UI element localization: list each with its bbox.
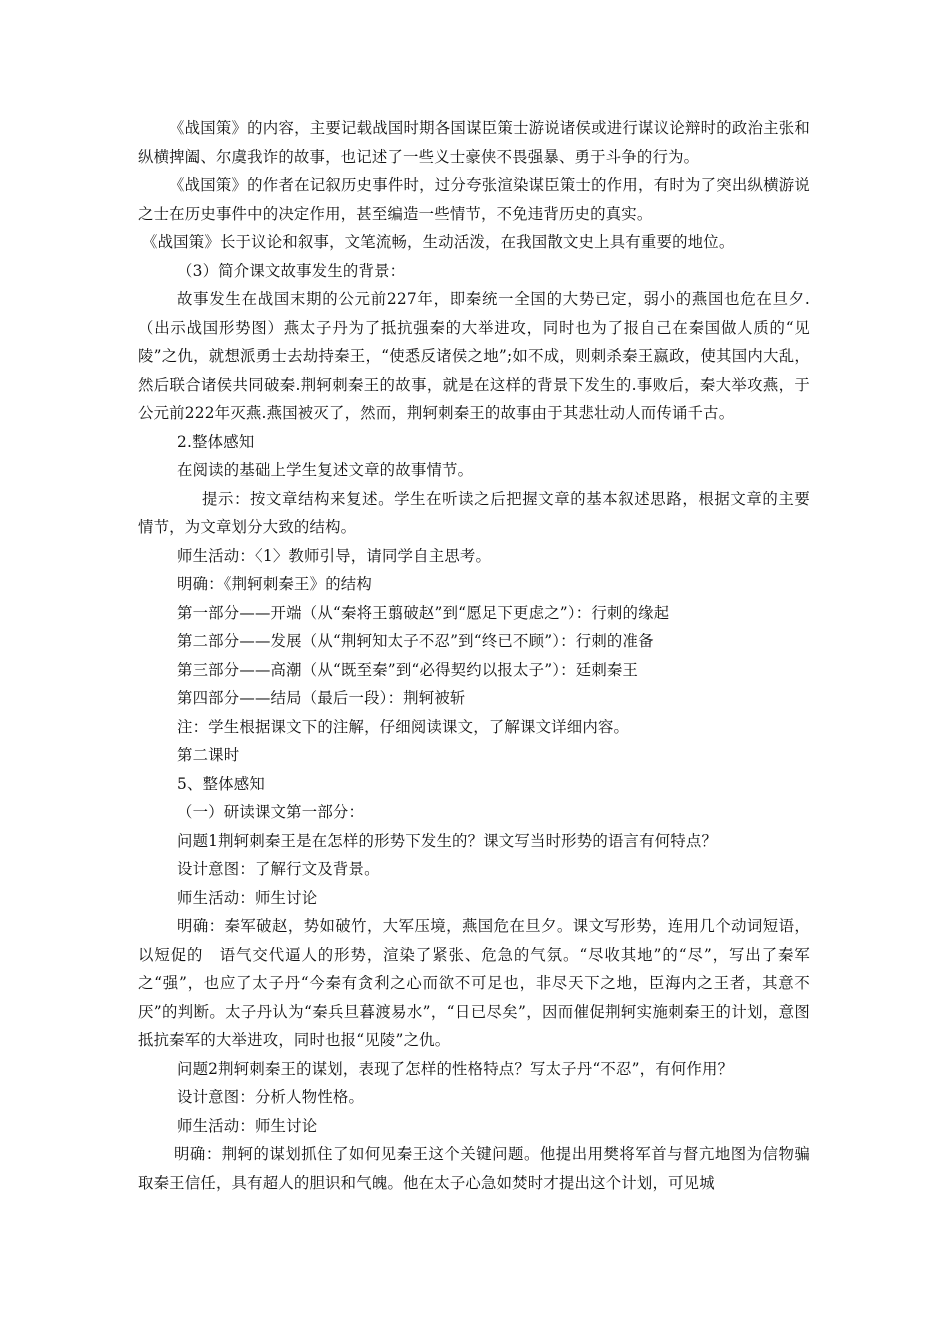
section-heading-overall: 2.整体感知 xyxy=(177,432,255,451)
activity-2: 师生活动：师生讨论 xyxy=(177,1116,318,1135)
paragraph-note: 注：学生根据课文下的注解，仔细阅读课文，了解课文详细内容。 xyxy=(177,717,630,736)
paragraph-story-background: 故事发生在战国末期的公元前227年，即秦统一全国的大势已定，弱小的燕国也危在旦夕.（出示战国形势图）燕太子丹为了抵抗强秦的大举进攻，同时也为了报自己在秦国做人质的“见陵”之仇，就想派勇士去劫持秦王，“使悉反诸侯之地”;如不成，则刺杀秦王嬴政，使其国内大乱，然后联合诸侯共同破秦.荆轲刺秦王的故事，就是在这样的背景下发生的.事败后，秦大举攻燕，于公元前222年灭燕.燕国被灭了，然而，荆轲刺秦王的故事由于其悲壮动人而传诵千古。 xyxy=(138,290,810,422)
design-intent-2: 设计意图：分析人物性格。 xyxy=(177,1088,365,1106)
paragraph-retell: 在阅读的基础上学生复述文章的故事情节。 xyxy=(177,461,474,479)
structure-part-3: 第三部分——高潮（从“既至秦”到“必得契约以报太子”）：廷刺秦王 xyxy=(177,660,639,679)
document-body xyxy=(138,114,810,1197)
paragraph-activity: 师生活动：〈1〉教师引导，请同学自主思考。 xyxy=(177,546,492,565)
structure-part-2: 第二部分——发展（从“荆轲知太子不忍”到“终已不顾”）：行刺的准备 xyxy=(177,632,654,650)
paragraph-zhanguoce-author: 《战国策》的作者在记叙历史事件时，过分夸张渲染谋臣策士的作用，有时为了突出纵横游说之士在历史事件中的决定作用，甚至编造一些情节，不免违背历史的真实。 xyxy=(138,176,810,223)
section-heading-part-one-study: （一）研读课文第一部分： xyxy=(177,803,365,821)
question-1: 问题1荆轲刺秦王是在怎样的形势下发生的？课文写当时形势的语言有何特点？ xyxy=(177,831,718,850)
question-2: 问题2荆轲刺秦王的谋划，表现了怎样的性格特点？写太子丹“不忍”，有何作用？ xyxy=(177,1059,734,1078)
design-intent-1: 设计意图：了解行文及背景。 xyxy=(177,860,380,878)
structure-part-1: 第一部分——开端（从“秦将王翦破赵”到“愿足下更虑之”）：行刺的缘起 xyxy=(177,603,670,622)
answer-1: 明确：秦军破赵，势如破竹，大军压境，燕国危在旦夕。课文写形势，连用几个动词短语，以短促的 语气交代逼人的形势，渲染了紧张、危急的气氛。“尽收其地”的“尽”，写出了秦军之“强”，也应了太子丹“今秦有贪利之心而欲不可足也，非尽天下之地，臣海内之王者，其意不厌”的判断。太子丹认为“秦兵旦暮渡易水”，“日已尽矣”，因而催促荆轲实施刺秦王的计划，意图抵抗秦军的大举进攻，同时也报“见陵”之仇。 xyxy=(138,917,810,1049)
answer-2: 明确：荆轲的谋划抓住了如何见秦王这个关键问题。他提出用樊将军首与督亢地图为信物骗取秦王信任，具有超人的胆识和气魄。他在太子心急如焚时才提出这个计划，可见城 xyxy=(138,1145,810,1192)
activity-1: 师生活动：师生讨论 xyxy=(177,888,318,907)
structure-part-4: 第四部分——结局（最后一段）：荆轲被斩 xyxy=(177,689,466,707)
paragraph-hint: 提示：按文章结构来复述。学生在听读之后把握文章的基本叙述思路，根据文章的主要情节，为文章划分大致的结构。 xyxy=(138,489,810,536)
paragraph-structure-title: 明确：《荆轲刺秦王》的结构 xyxy=(177,575,372,593)
paragraph-zhanguoce-style: 《战国策》长于议论和叙事，文笔流畅，生动活泼，在我国散文史上具有重要的地位。 xyxy=(142,233,735,251)
paragraph-zhanguoce-content: 《战国策》的内容，主要记载战国时期各国谋臣策士游说诸侯或进行谋议论辩时的政治主张和纵横捭阖、尔虞我诈的故事，也记述了一些义士豪侠不畏强暴、勇于斗争的行为。 xyxy=(138,119,810,166)
section-heading-second-lesson: 第二课时 xyxy=(177,746,240,764)
paragraph-background-heading: （3）简介课文故事发生的背景： xyxy=(177,261,406,280)
section-heading-overall-5: 5、整体感知 xyxy=(177,774,265,793)
